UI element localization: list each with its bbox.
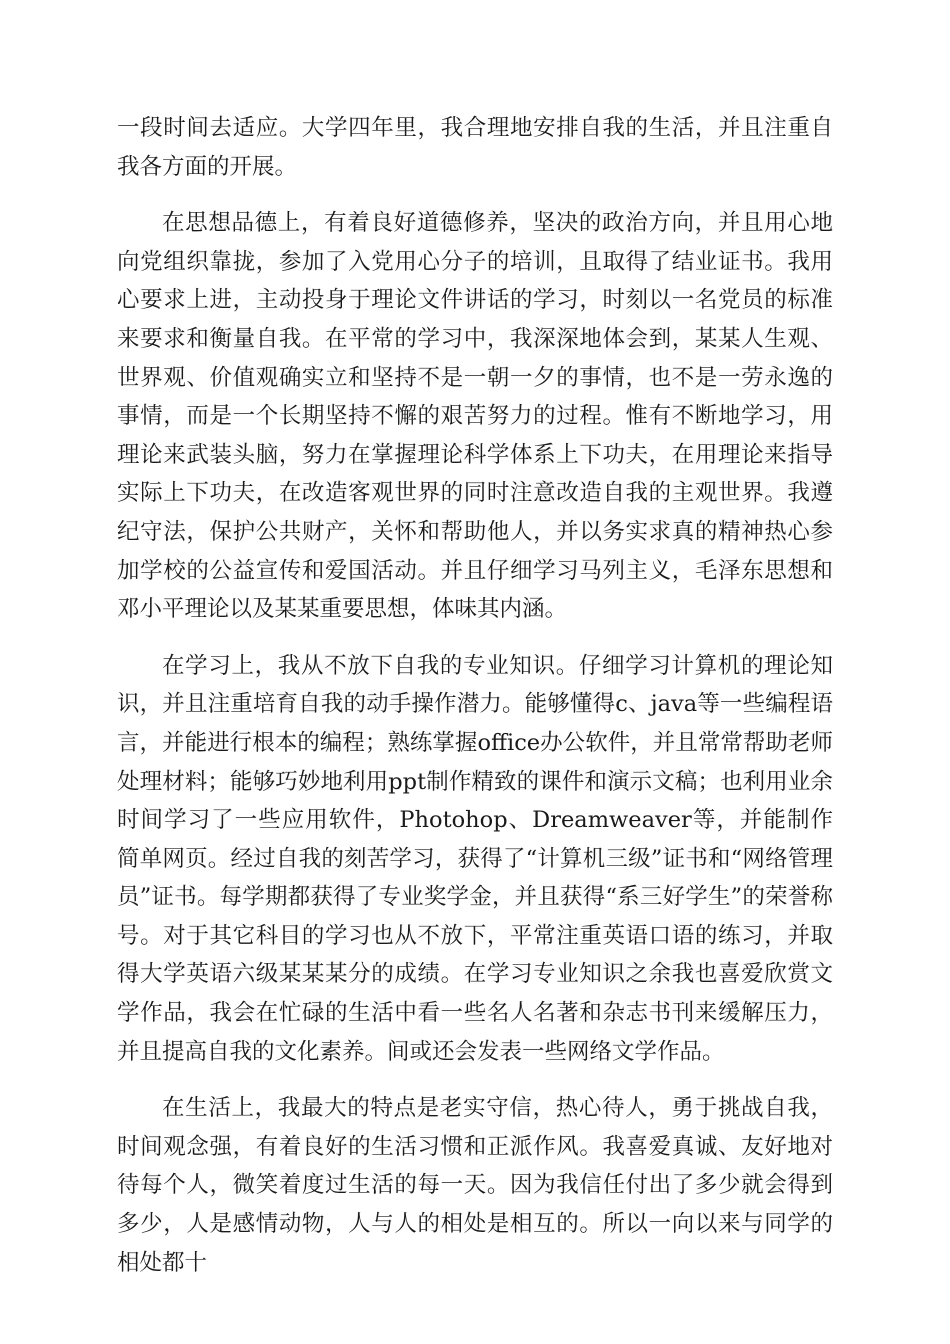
document-body xyxy=(117,109,833,1300)
paragraph-2: 在思想品德上，有着良好道德修养，坚决的政治方向，并且用心地向党组织靠拢，参加了入党用心分子的培训，且取得了结业证书。我用心要求上进，主动投身于理论文件讲话的学习，时刻以一名党员的标准来要求和衡量自我。在平常的学习中，我深深地体会到，某某人生观、世界观、价值观确实立和坚持不是一朝一夕的事情，也不是一劳永逸的事情，而是一个长期坚持不懈的艰苦努力的过程。惟有不断地学习，用理论来武装头脑，努力在掌握理论科学体系上下功夫，在用理论来指导实际上下功夫，在改造客观世界的同时注意改造自我的主观世界。我遵纪守法，保护公共财产，关怀和帮助他人，并以务实求真的精神热心参加学校的公益宣传和爱国活动。并且仔细学习马列主义，毛泽东思想和邓小平理论以及某某重要思想，体味其内涵。 xyxy=(117,210,833,623)
paragraph-1: 一段时间去适应。大学四年里，我合理地安排自我的生活，并且注重自我各方面的开展。 xyxy=(117,115,833,180)
paragraph-4: 在生活上，我最大的特点是老实守信，热心待人，勇于挑战自我，时间观念强，有着良好的生活习惯和正派作风。我喜爱真诚、友好地对待每个人，微笑着度过生活的每一天。因为我信任付出了多少就会得到多少，人是感情动物，人与人的相处是相互的。所以一向以来与同学的相处都十 xyxy=(117,1095,833,1276)
paragraph-3: 在学习上，我从不放下自我的专业知识。仔细学习计算机的理论知识，并且注重培育自我的动手操作潜力。能够懂得c、java等一些编程语言，并能进行根本的编程；熟练掌握office办公软件，并且常常帮助老师处理材料；能够巧妙地利用ppt制作精致的课件和演示文稿；也利用业余时间学习了一些应用软件，Photohop、Dreamweaver等，并能制作简单网页。经过自我的刻苦学习，获得了“计算机三级”证书和“网络管理员”证书。每学期都获得了专业奖学金，并且获得“系三好学生”的荣誉称号。对于其它科目的学习也从不放下，平常注重英语口语的练习，并取得大学英语六级某某某分的成绩。在学习专业知识之余我也喜爱欣赏文学作品，我会在忙碌的生活中看一些名人名著和杂志书刊来缓解压力，并且提高自我的文化素养。间或还会发表一些网络文学作品。 xyxy=(117,652,833,1065)
